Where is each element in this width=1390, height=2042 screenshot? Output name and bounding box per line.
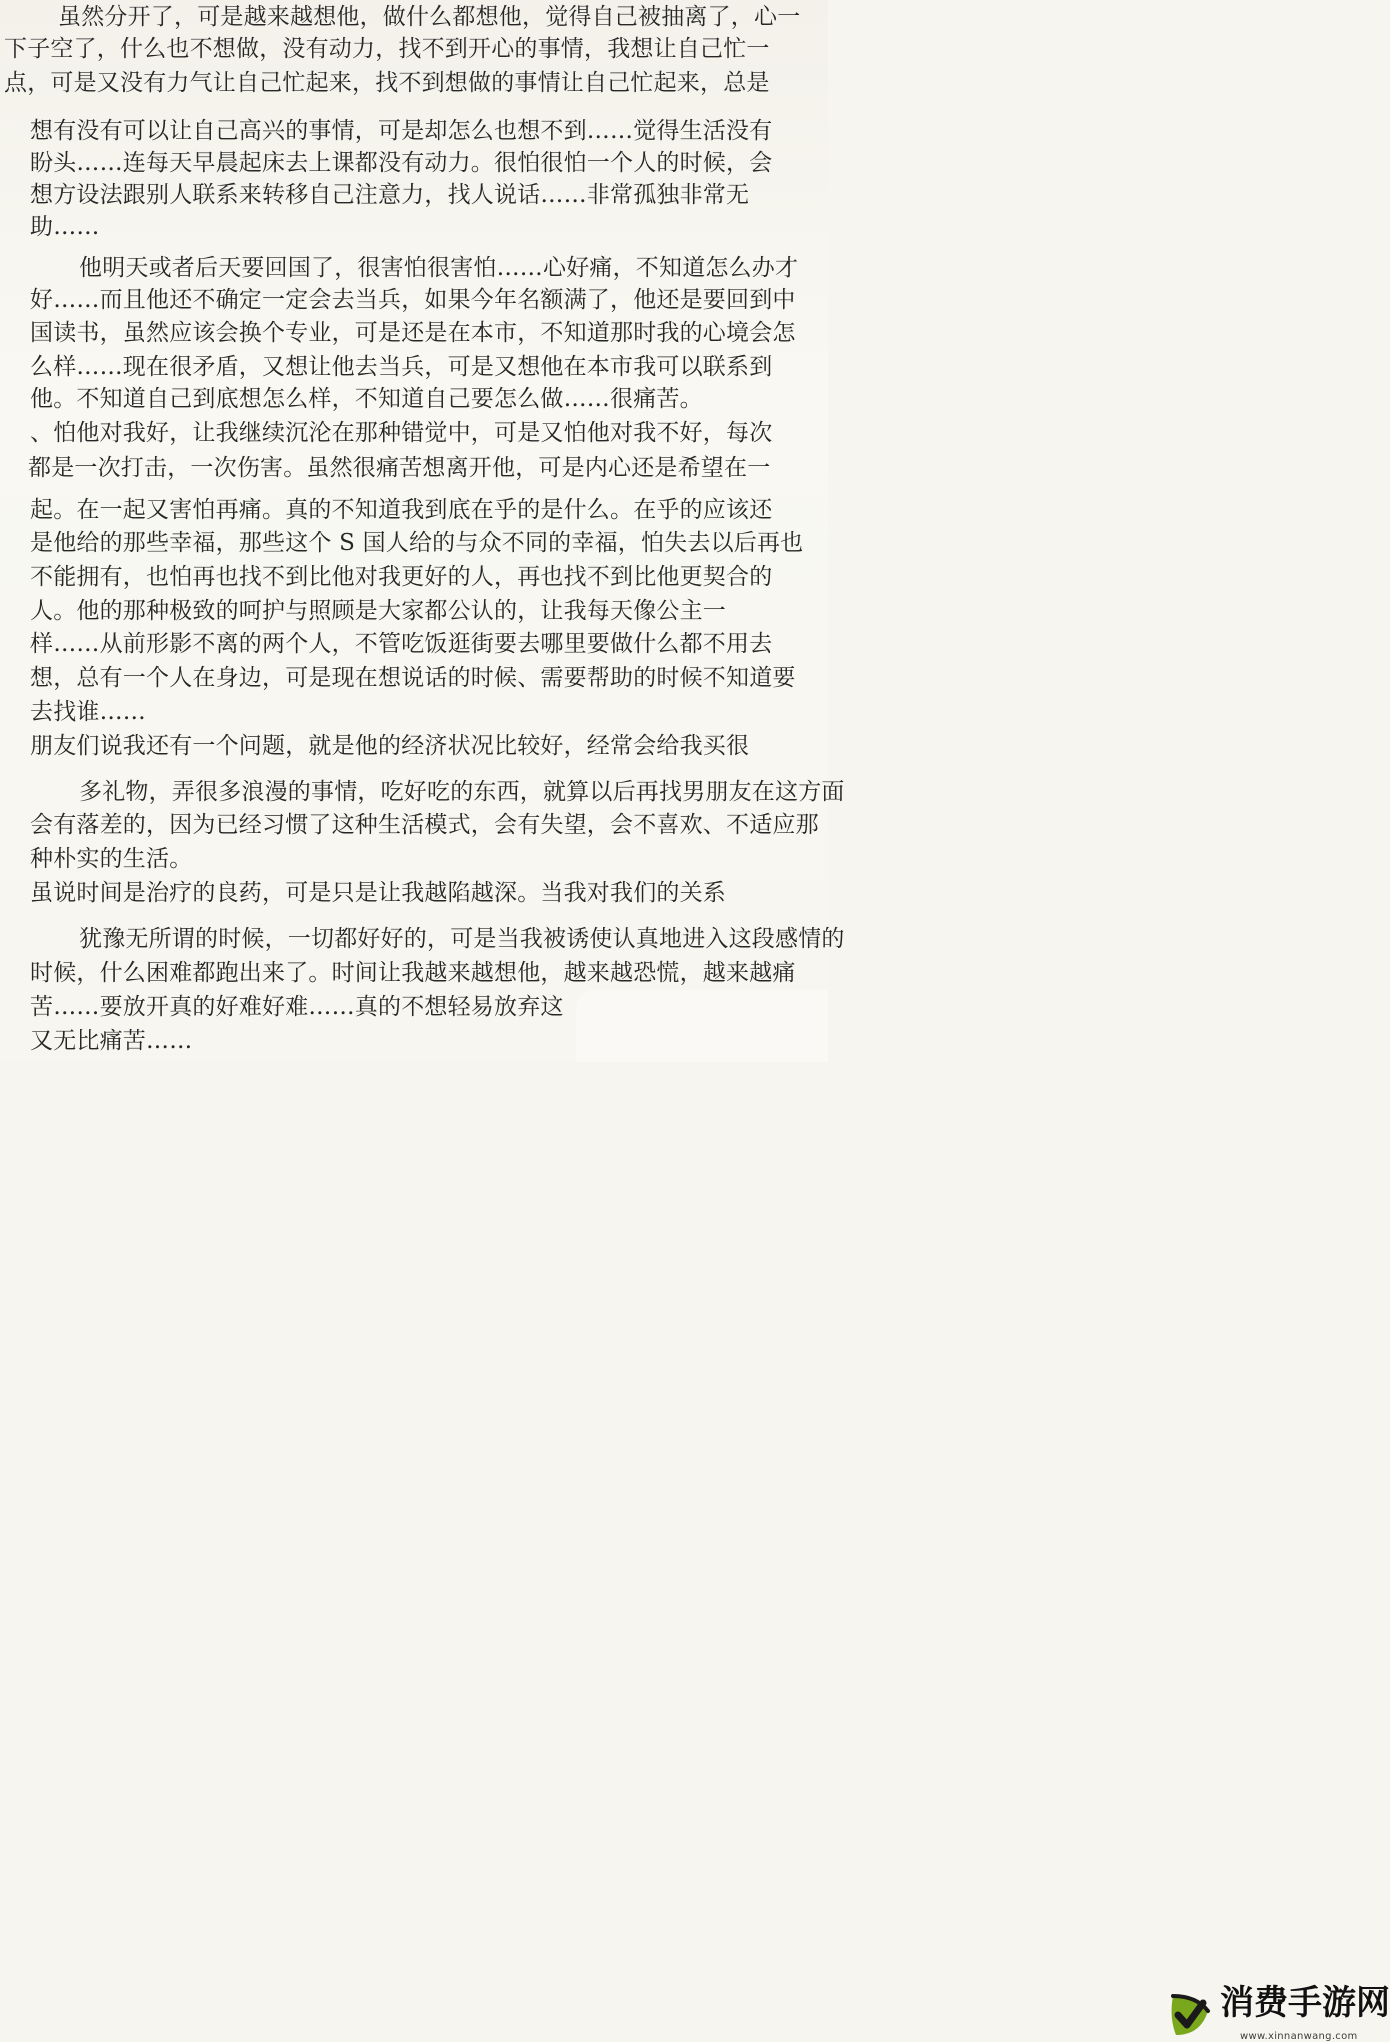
text-line: 起。在一起又害怕再痛。真的不知道我到底在乎的是什么。在乎的应该还 xyxy=(30,497,773,523)
text-line: 么样……现在很矛盾，又想让他去当兵，可是又想他在本市我可以联系到 xyxy=(30,354,773,380)
text-line: 他明天或者后天要回国了，很害怕很害怕……心好痛，不知道怎么办才 xyxy=(79,255,799,281)
text-line: 他。不知道自己到底想怎么样，不知道自己要怎么做……很痛苦。 xyxy=(30,386,703,412)
text-line: 朋友们说我还有一个问题，就是他的经济状况比较好，经常会给我买很 xyxy=(30,733,750,759)
text-line: 时候，什么困难都跑出来了。时间让我越来越想他，越来越恐慌，越来越痛 xyxy=(30,960,796,986)
text-line: 又无比痛苦…… xyxy=(30,1028,193,1054)
text-line: 去找谁…… xyxy=(30,699,146,725)
text-line: 苦……要放开真的好难好难……真的不想轻易放弃这 xyxy=(30,994,564,1020)
text-line: 点，可是又没有力气让自己忙起来，找不到想做的事情让自己忙起来，总是 xyxy=(4,70,770,96)
text-line: 助…… xyxy=(30,214,100,240)
text-line: 国读书，虽然应该会换个专业，可是还是在本市，不知道那时我的心境会怎 xyxy=(30,320,796,346)
text-line: 想方设法跟别人联系来转移自己注意力，找人说话……非常孤独非常无 xyxy=(30,182,750,208)
watermark-brand: 消费手游网 xyxy=(1220,1983,1390,2023)
text-line: 盼头……连每天早晨起床去上课都没有动力。很怕很怕一个人的时候，会 xyxy=(30,150,773,176)
scanned-page xyxy=(0,0,845,1062)
text-line: 样……从前形影不离的两个人，不管吃饭逛街要去哪里要做什么都不用去 xyxy=(30,631,773,657)
text-line: 、怕他对我好，让我继续沉沦在那种错觉中，可是又怕他对我不好，每次 xyxy=(30,420,773,446)
watermark xyxy=(576,990,1390,2042)
text-line: 会有落差的，因为已经习惯了这种生活模式，会有失望，会不喜欢、不适应那 xyxy=(30,812,819,838)
text-line: 下子空了，什么也不想做，没有动力，找不到开心的事情，我想让自己忙一 xyxy=(4,36,770,62)
leaf-check-icon xyxy=(1163,1988,1215,2040)
text-line: 不能拥有，也怕再也找不到比他对我更好的人，再也找不到比他更契合的 xyxy=(30,564,773,590)
text-line: 好……而且他还不确定一定会去当兵，如果今年名额满了，他还是要回到中 xyxy=(30,287,796,313)
watermark-site: www.xinnanwang.com xyxy=(1240,2031,1358,2042)
text-line: 人。他的那种极致的呵护与照顾是大家都公认的，让我每天像公主一 xyxy=(30,598,726,624)
text-line: 种朴实的生活。 xyxy=(30,846,193,872)
text-line: 想有没有可以让自己高兴的事情，可是却怎么也想不到……觉得生活没有 xyxy=(30,118,773,144)
text-line: 虽然分开了，可是越来越想他，做什么都想他，觉得自己被抽离了，心一 xyxy=(58,4,801,30)
text-line: 虽说时间是治疗的良药，可是只是让我越陷越深。当我对我们的关系 xyxy=(30,880,726,906)
text-line: 犹豫无所谓的时候，一切都好好的，可是当我被诱使认真地进入这段感情的 xyxy=(79,926,845,952)
text-line: 想，总有一个人在身边，可是现在想说话的时候、需要帮助的时候不知道要 xyxy=(30,665,796,691)
text-line: 多礼物，弄很多浪漫的事情，吃好吃的东西，就算以后再找男朋友在这方面 xyxy=(79,779,845,805)
text-line: 都是一次打击，一次伤害。虽然很痛苦想离开他，可是内心还是希望在一 xyxy=(28,455,771,481)
text-line: 是他给的那些幸福，那些这个 S 国人给的与众不同的幸福，怕失去以后再也 xyxy=(30,530,804,556)
